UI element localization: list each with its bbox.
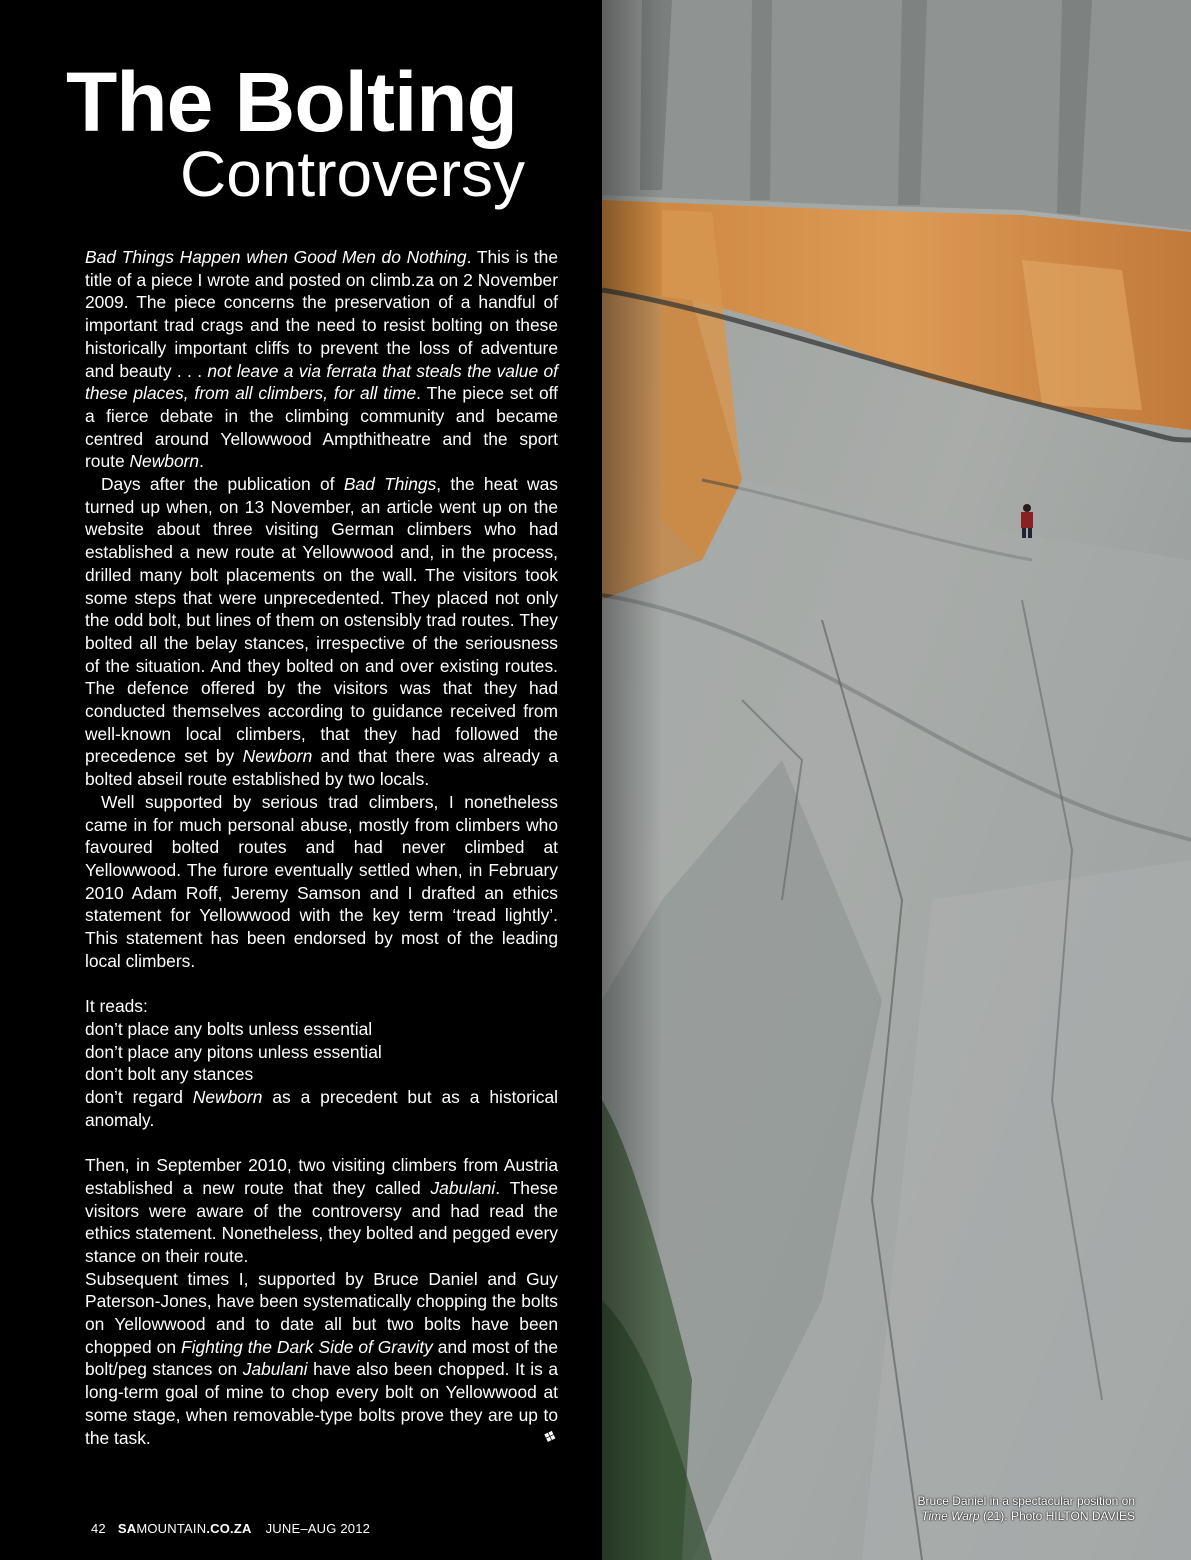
text-run: have also been chopped. It is a long-term goal of mine to chop every bolt on Yellowwood at some stage, when removable-type bolts prove they are up to the task. bbox=[85, 1359, 558, 1448]
text-run: . This is the title of a piece I wrote and posted on climb.za on 2 November 2009. The piece concerns the preservation of a handful of important trad crags and the need to resist bolting on these historically important cliffs to prevent the loss of adventure and beauty . . . bbox=[85, 247, 558, 381]
list-item: don’t bolt any stances bbox=[85, 1064, 254, 1085]
article-title-line-2: Controversy bbox=[180, 138, 525, 210]
text-run: and most of the bolt/peg stances on bbox=[85, 1336, 558, 1380]
list-item-last bbox=[85, 1086, 558, 1131]
text-run: . bbox=[199, 451, 204, 472]
route-name: Newborn bbox=[192, 1087, 263, 1107]
text-run: as a precedent but as a historical anomaly. bbox=[85, 1087, 558, 1130]
route-name: Jabulani bbox=[430, 1177, 496, 1198]
brand-sa: SA bbox=[117, 1521, 137, 1536]
route-name: Fighting the Dark Side of Gravity bbox=[180, 1336, 433, 1357]
article-body bbox=[85, 246, 558, 1449]
route-name: Newborn bbox=[129, 451, 200, 472]
text-run: . These visitors were aware of the controversy and had read the ethics statement. Nonetheless, they bolted and pegged every stance on their route. bbox=[85, 1177, 558, 1266]
caption-line-2 bbox=[918, 1509, 1135, 1524]
route-name: Jabulani bbox=[242, 1359, 308, 1380]
piece-title: Bad Things bbox=[343, 474, 437, 495]
article-title-line-1: The Bolting bbox=[66, 55, 517, 149]
list-item: don’t place any pitons unless essential bbox=[85, 1041, 382, 1062]
text-run: and that there was already a bolted abseil route established by two locals. bbox=[85, 746, 558, 790]
text-run: Subsequent times I, supported by Bruce Daniel and Guy Paterson-Jones, have been systematically chopping the bolts on Yellowwood and to date all but two bolts have been chopped on bbox=[85, 1268, 558, 1357]
paragraph-1 bbox=[85, 246, 558, 473]
paragraph-3: Well supported by serious trad climbers, I nonetheless came in for much personal abuse, mostly from climbers who favoured bolted routes and had never climbed at Yellowwood. The furore eventually settled when, in February 2010 Adam Roff, Jeremy Samson and I drafted an ethics statement for Yellowwood with the key term ‘tread lightly’. This statement has been endorsed by most of the leading local climbers. bbox=[85, 791, 558, 971]
quote-run: not leave a via ferrata that steals the value of these places, from all climbers, for all time bbox=[85, 360, 558, 404]
ethics-list bbox=[85, 1018, 558, 1086]
route-name: Newborn bbox=[242, 746, 313, 767]
list-item: don’t place any bolts unless essential bbox=[85, 1018, 373, 1039]
issue-dates: JUNE–AUG 2012 bbox=[265, 1521, 371, 1536]
piece-title: Bad Things Happen when Good Men do Nothing bbox=[85, 247, 467, 267]
photo-caption bbox=[918, 1494, 1135, 1524]
paragraph-2 bbox=[85, 473, 558, 791]
caption-credit: (21). Photo HILTON DAVIES bbox=[979, 1509, 1135, 1523]
page-number: 42 bbox=[91, 1521, 106, 1536]
text-run: Then, in September 2010, two visiting climbers from Austria established a new route that they called bbox=[85, 1155, 558, 1198]
climbing-hook-icon: ❖ bbox=[539, 1426, 559, 1448]
page-footer bbox=[91, 1521, 370, 1537]
text-run: , the heat was turned up when, on 13 November, an article went up on the website about three visiting German climbers who had established a new route at Yellowwood and, in the process, drilled many bolt placements on the wall. The visitors took some steps that were unprecedented. They placed not only the odd bolt, but lines of them on ostensibly trad routes. They bolted all the belay stances, irrespective of the seriousness of the situation. And they bolted on and over existing routes. The defence offered by the visitors was that they had conducted themselves according to guidance received from well-known local climbers, that they had followed the precedence set by bbox=[85, 474, 558, 767]
cliff-photo-illustration bbox=[602, 0, 1191, 1560]
caption-route-name: Time Warp bbox=[921, 1509, 980, 1523]
list-intro: It reads: bbox=[85, 996, 148, 1017]
text-run: . The piece set off a fierce debate in the climbing community and became centred around Yellowwood Ampthitheatre and the sport route bbox=[85, 383, 559, 472]
text-run: Days after the publication of bbox=[101, 474, 344, 495]
brand-mountain: MOUNTAIN bbox=[136, 1521, 207, 1536]
brand-tld: .CO.ZA bbox=[206, 1521, 252, 1536]
paragraph-5 bbox=[85, 1268, 558, 1450]
paragraph-4 bbox=[85, 1154, 558, 1268]
text-run: don’t regard bbox=[85, 1087, 193, 1107]
cliff-photo bbox=[602, 0, 1191, 1560]
caption-line-1: Bruce Daniel in a spectacular position on bbox=[917, 1494, 1135, 1508]
